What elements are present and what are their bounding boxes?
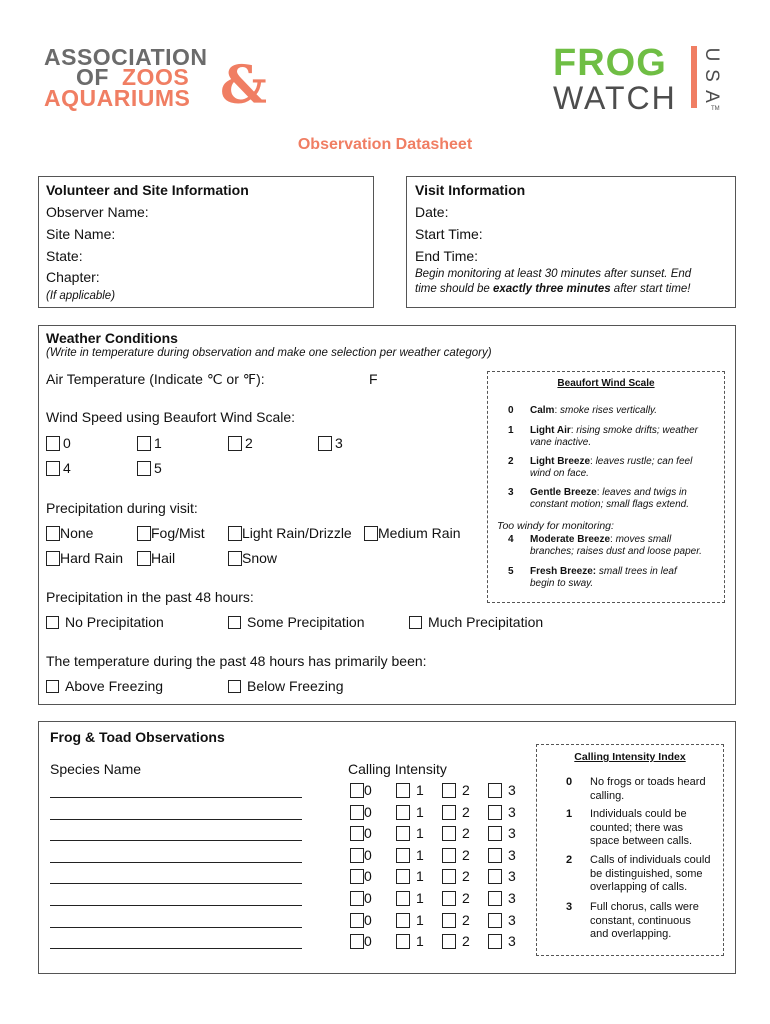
intensity-option-label: 0 [364, 782, 372, 798]
intensity-option[interactable] [488, 804, 516, 820]
calling-num-1: 1 [566, 808, 573, 820]
beaufort-num-1: 1 [508, 425, 514, 436]
visit-note-line2: time should be exactly three minutes after start time! [415, 283, 691, 295]
intensity-option-label: 0 [364, 803, 372, 820]
checkbox[interactable] [396, 891, 410, 906]
checkbox[interactable] [46, 526, 60, 541]
species-name-line[interactable] [50, 927, 302, 928]
intensity-option[interactable] [442, 912, 470, 928]
intensity-option[interactable] [350, 868, 372, 884]
precip-48h-some[interactable]: Some Precipitation [228, 614, 365, 630]
intensity-option-label: 1 [416, 933, 424, 950]
frogwatch-logo-divider [691, 46, 697, 108]
checkbox[interactable] [396, 826, 410, 841]
checkbox[interactable] [396, 848, 410, 863]
checkbox[interactable] [46, 616, 59, 629]
calling-intensity-label: Calling Intensity [348, 761, 447, 777]
intensity-option-label: 3 [508, 890, 516, 906]
precip-option-none[interactable]: None [46, 525, 93, 541]
intensity-option-label: 3 [508, 803, 516, 820]
intensity-option[interactable] [442, 782, 470, 798]
checkbox[interactable] [396, 913, 410, 928]
checkbox[interactable] [409, 616, 422, 629]
beaufort-num-0: 0 [508, 405, 514, 416]
wind-option-5[interactable]: 5 [137, 460, 162, 476]
species-name-line[interactable] [50, 905, 302, 906]
intensity-option[interactable] [442, 804, 470, 820]
start-time-field[interactable]: Start Time: [415, 226, 483, 242]
checkbox[interactable] [442, 848, 456, 863]
end-time-field[interactable]: End Time: [415, 248, 479, 264]
beaufort-num-4: 4 [508, 534, 514, 545]
beaufort-desc-3: Gentle Breeze: leaves and twigs in constant motion; small flags extend. [530, 487, 689, 510]
checkbox[interactable] [228, 680, 241, 693]
checkbox[interactable] [350, 913, 364, 928]
intensity-option[interactable] [488, 825, 516, 841]
intensity-option[interactable] [488, 782, 516, 798]
species-name-line[interactable] [50, 948, 302, 949]
checkbox[interactable] [488, 891, 502, 906]
volunteer-heading: Volunteer and Site Information [46, 182, 249, 198]
precip-48h-much[interactable]: Much Precipitation [409, 614, 543, 630]
checkbox[interactable] [442, 934, 456, 949]
checkbox[interactable] [488, 934, 502, 949]
checkbox[interactable] [488, 783, 502, 798]
intensity-option[interactable] [396, 912, 424, 928]
intensity-option[interactable] [488, 890, 516, 906]
intensity-option-label: 1 [416, 911, 424, 928]
species-name-label: Species Name [50, 761, 142, 777]
temperature-unit-f[interactable]: F [369, 371, 378, 387]
intensity-option[interactable] [350, 804, 372, 820]
intensity-option-label: 3 [508, 868, 516, 885]
checkbox[interactable] [228, 616, 241, 629]
intensity-option-label: 1 [416, 868, 424, 885]
precipitation-label: Precipitation during visit: [46, 500, 198, 516]
checkbox[interactable] [442, 783, 456, 798]
checkbox[interactable] [350, 826, 364, 841]
too-windy-note: Too windy for monitoring: [497, 520, 614, 532]
beaufort-desc-1: Light Air: rising smoke drifts; weather vane inactive. [530, 425, 699, 448]
wind-option-3[interactable]: 3 [318, 435, 343, 451]
species-name-line[interactable] [50, 819, 302, 820]
intensity-option[interactable] [396, 782, 424, 798]
intensity-option[interactable] [488, 868, 516, 884]
air-temperature-label: Air Temperature (Indicate ℃ or ℉): [46, 371, 265, 387]
calling-num-0: 0 [566, 776, 573, 788]
wind-option-0[interactable]: 0 [46, 435, 71, 451]
frogwatch-logo-watch: WATCH [553, 80, 677, 116]
intensity-option-label: 1 [416, 890, 424, 906]
checkbox[interactable] [396, 805, 410, 820]
intensity-option[interactable] [350, 890, 372, 906]
beaufort-num-3: 3 [508, 487, 514, 498]
checkbox[interactable] [228, 526, 242, 541]
checkbox[interactable] [46, 461, 60, 476]
temp-48h-below[interactable]: Below Freezing [228, 678, 344, 694]
intensity-option[interactable] [350, 847, 372, 863]
intensity-option-label: 2 [462, 782, 470, 798]
frogwatch-logo [553, 44, 743, 114]
intensity-option-label: 2 [462, 846, 470, 863]
intensity-option-label: 3 [508, 825, 516, 842]
intensity-option-label: 2 [462, 825, 470, 842]
checkbox[interactable] [350, 848, 364, 863]
intensity-option-label: 0 [364, 890, 372, 906]
checkbox[interactable] [137, 551, 151, 566]
calling-num-2: 2 [566, 854, 573, 866]
intensity-option[interactable] [350, 912, 372, 928]
frogwatch-logo-usa [703, 46, 733, 110]
aza-logo-aquariums: AQUARIUMS [44, 85, 191, 111]
intensity-option[interactable] [396, 804, 424, 820]
wind-speed-label: Wind Speed using Beaufort Wind Scale: [46, 409, 296, 425]
precip-option-medium-rain[interactable]: Medium Rain [364, 525, 460, 541]
aza-logo-of: OF [76, 64, 109, 90]
visit-note-line1: Begin monitoring at least 30 minutes after sunset. End [415, 268, 692, 280]
checkbox[interactable] [488, 869, 502, 884]
intensity-option[interactable] [350, 933, 372, 949]
checkbox[interactable] [137, 436, 151, 451]
checkbox[interactable] [396, 934, 410, 949]
beaufort-desc-4: Moderate Breeze: moves small branches; raises dust and loose paper. [530, 534, 702, 557]
wind-option-1[interactable]: 1 [137, 435, 162, 451]
weather-note: (Write in temperature during observation and make one selection per weather category) [46, 347, 492, 359]
checkbox[interactable] [442, 805, 456, 820]
weather-heading: Weather Conditions [46, 330, 178, 346]
intensity-option[interactable] [442, 933, 470, 949]
precip-48h-label: Precipitation in the past 48 hours: [46, 589, 254, 605]
intensity-option[interactable] [396, 868, 424, 884]
frog-heading: Frog & Toad Observations [50, 729, 225, 745]
intensity-option[interactable] [396, 890, 424, 906]
checkbox[interactable] [488, 848, 502, 863]
observer-name-field[interactable]: Observer Name: [46, 204, 149, 220]
frogwatch-logo-s: S [701, 69, 722, 82]
beaufort-title: Beaufort Wind Scale [557, 378, 655, 389]
intensity-option-label: 3 [508, 782, 516, 798]
checkbox[interactable] [488, 913, 502, 928]
intensity-option[interactable] [442, 847, 470, 863]
calling-desc-3: Full chorus, calls were constant, continuous and overlapping. [590, 901, 699, 940]
intensity-option-label: 3 [508, 846, 516, 863]
checkbox[interactable] [46, 551, 60, 566]
checkbox[interactable] [396, 869, 410, 884]
checkbox[interactable] [318, 436, 332, 451]
intensity-option[interactable] [396, 825, 424, 841]
beaufort-num-5: 5 [508, 566, 514, 577]
calling-num-3: 3 [566, 901, 573, 913]
chapter-note: (If applicable) [46, 290, 116, 302]
intensity-option[interactable] [396, 847, 424, 863]
frogwatch-logo-a: A [701, 90, 722, 103]
checkbox[interactable] [488, 805, 502, 820]
intensity-option[interactable] [442, 868, 470, 884]
checkbox[interactable] [350, 783, 364, 798]
visit-heading: Visit Information [415, 182, 526, 198]
checkbox[interactable] [350, 934, 364, 949]
checkbox[interactable] [442, 913, 456, 928]
species-name-line[interactable] [50, 797, 302, 798]
intensity-option[interactable] [396, 933, 424, 949]
precip-option-snow[interactable]: Snow [228, 550, 277, 566]
intensity-option[interactable] [488, 933, 516, 949]
page-title: Observation Datasheet [297, 136, 473, 153]
chapter-field[interactable]: Chapter: [46, 269, 100, 285]
wind-option-4[interactable]: 4 [46, 460, 71, 476]
intensity-option-label: 3 [508, 911, 516, 928]
intensity-option-label: 3 [508, 933, 516, 950]
beaufort-desc-0: Calm: smoke rises vertically. [530, 405, 658, 416]
checkbox[interactable] [396, 783, 410, 798]
temp-48h-label: The temperature during the past 48 hours has primarily been: [46, 653, 427, 669]
frogwatch-logo-frog: FROG [553, 42, 667, 84]
precip-48h-none[interactable]: No Precipitation [46, 614, 164, 630]
beaufort-desc-5: Fresh Breeze: small trees in leaf begin to sway. [530, 566, 677, 589]
intensity-option-label: 0 [364, 868, 372, 885]
precip-option-light-rain[interactable]: Light Rain/Drizzle [228, 525, 352, 541]
temp-48h-above[interactable]: Above Freezing [46, 678, 163, 694]
intensity-option-label: 1 [416, 803, 424, 820]
beaufort-num-2: 2 [508, 456, 514, 467]
checkbox[interactable] [137, 526, 151, 541]
checkbox[interactable] [488, 826, 502, 841]
frogwatch-logo-tm: TM [711, 106, 720, 112]
precip-option-hard-rain[interactable]: Hard Rain [46, 550, 123, 566]
intensity-option-label: 1 [416, 782, 424, 798]
checkbox[interactable] [228, 436, 242, 451]
intensity-option-label: 2 [462, 868, 470, 885]
calling-index-title: Calling Intensity Index [574, 751, 686, 763]
frogwatch-logo-u: U [701, 47, 722, 62]
intensity-option[interactable] [442, 890, 470, 906]
species-name-line[interactable] [50, 862, 302, 863]
intensity-option-label: 1 [416, 825, 424, 842]
intensity-option-label: 2 [462, 911, 470, 928]
intensity-option-label: 0 [364, 911, 372, 928]
species-name-line[interactable] [50, 883, 302, 884]
intensity-option[interactable] [488, 912, 516, 928]
intensity-option-label: 2 [462, 803, 470, 820]
checkbox[interactable] [350, 805, 364, 820]
intensity-option[interactable] [350, 782, 372, 798]
checkbox[interactable] [442, 826, 456, 841]
checkbox[interactable] [364, 526, 378, 541]
calling-desc-0: No frogs or toads heard calling. [590, 776, 706, 802]
intensity-option[interactable] [442, 825, 470, 841]
checkbox[interactable] [228, 551, 242, 566]
precip-option-hail[interactable]: Hail [137, 550, 175, 566]
checkbox[interactable] [350, 869, 364, 884]
aza-logo-line1: ASSOCIATION [44, 44, 208, 70]
species-name-line[interactable] [50, 840, 302, 841]
calling-desc-1: Individuals could be counted; there was space between calls. [590, 808, 693, 847]
aza-logo-ampersand: & [220, 55, 267, 116]
intensity-option[interactable] [488, 847, 516, 863]
intensity-option-label: 2 [462, 890, 470, 906]
precip-option-fog[interactable]: Fog/Mist [137, 525, 205, 541]
aza-logo-zoos: ZOOS [122, 64, 190, 90]
checkbox[interactable] [442, 869, 456, 884]
checkbox[interactable] [46, 680, 59, 693]
checkbox[interactable] [137, 461, 151, 476]
intensity-option-label: 2 [462, 933, 470, 950]
intensity-option[interactable] [350, 825, 372, 841]
intensity-option-label: 1 [416, 846, 424, 863]
intensity-option-label: 0 [364, 933, 372, 950]
intensity-option-label: 0 [364, 825, 372, 842]
checkbox[interactable] [442, 891, 456, 906]
calling-desc-2: Calls of individuals could be distinguished, some overlapping of calls. [590, 854, 711, 893]
checkbox[interactable] [46, 436, 60, 451]
date-field[interactable]: Date: [415, 204, 449, 220]
state-field[interactable]: State: [46, 248, 83, 264]
intensity-option-label: 0 [364, 846, 372, 863]
beaufort-desc-2: Light Breeze: leaves rustle; can feel wind on face. [530, 456, 693, 479]
checkbox[interactable] [350, 891, 364, 906]
wind-option-2[interactable]: 2 [228, 435, 253, 451]
aza-logo [44, 44, 267, 116]
site-name-field[interactable]: Site Name: [46, 226, 116, 242]
